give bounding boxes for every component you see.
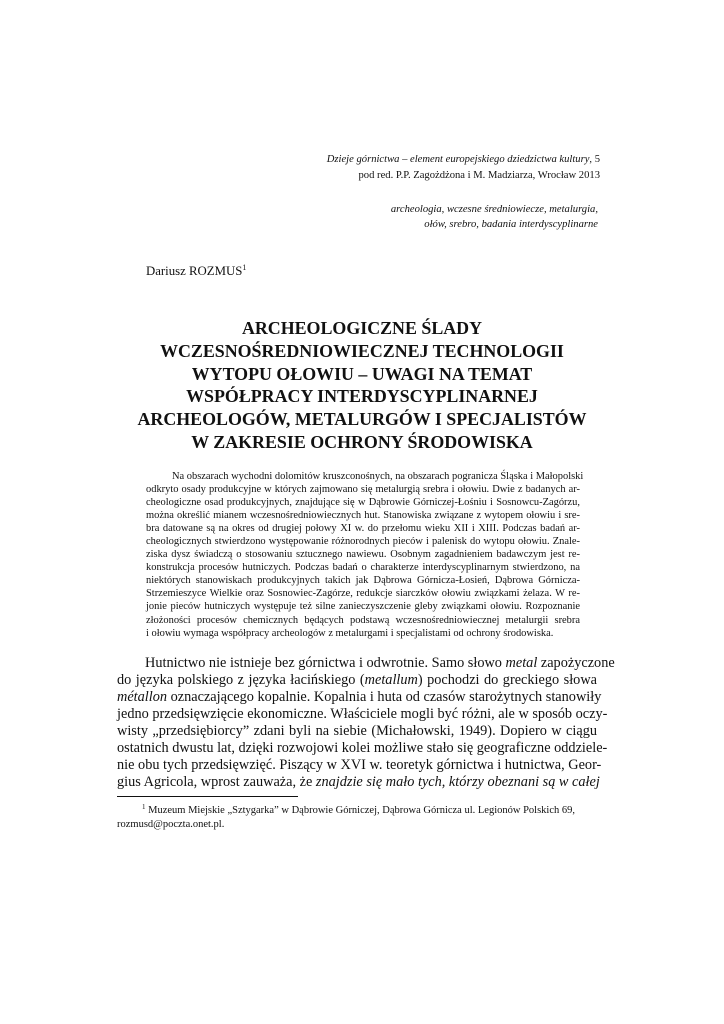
body-text-run: ) pochodzi do greckiego słowa (417, 672, 598, 689)
body-line (117, 655, 615, 672)
title-line: WSPÓŁPRACY INTERDYSCYPLINARNEJ (186, 386, 538, 407)
author-name (146, 263, 246, 279)
abstract-line: złożoności procesów chemicznych będących podstawą wczesnośredniowiecznej metalurgii srebra (146, 614, 580, 626)
series-number: , 5 (589, 154, 600, 165)
footnote-affiliation: Muzeum Miejskie „Sztygarka” w Dąbrowie Górniczej, Dąbrowa Górnicza ul. Legionów Polskich 69, (145, 805, 576, 816)
abstract-line: odkryto osady produkcyjne w których zajmowano się metalurgią srebra i ołowiu. Dwie z badanych ar- (146, 484, 580, 496)
body-line (117, 774, 600, 791)
body-line: jedno przedsięwzięcie ekonomiczne. Właściciele mogli być różni, ale w sposób oczy- (117, 706, 608, 723)
title-line: WCZESNOŚREDNIOWIECZNEJ TECHNOLOGII (160, 340, 564, 361)
body-line (117, 672, 597, 689)
abstract-line: bra datowane są na okres od drugiej połowy XI w. do przełomu wieku XII i XIII. Podczas badań ar- (146, 523, 580, 535)
title-line: W ZAKRESIE OCHRONY ŚRODOWISKA (191, 431, 533, 452)
footnote (117, 800, 601, 832)
abstract-line: niektórych stanowiskach produkcyjnych takich jak Dąbrowa Górnicza-Łosień, Dąbrowa Górnicza- (146, 575, 580, 587)
series-title-line (180, 152, 600, 168)
abstract-line: konstrukcja procesów hutniczych. Podczas badań o charakterze interdyscyplinarnym stwierdzono, na (146, 562, 580, 574)
abstract-line: Na obszarach wychodni dolomitów kruszconośnych, na obszarach pogranicza Śląska i Małopolski (172, 471, 584, 482)
footnote-divider (117, 796, 298, 797)
body-line: nie obu tych przedsięwzięć. Piszący w XVI w. teoretyk górnictwa i hutnictwa, Geor- (117, 757, 602, 774)
series-title: Dzieje górnictwa – element europejskiego dziedzictwa kultury (326, 154, 590, 165)
keywords-line-2: ołów, srebro, badania interdyscyplinarne (424, 218, 598, 230)
body-italic-run: metal (505, 655, 538, 671)
body-line: ostatnich dwustu lat, dzięki rozwojowi kolei możliwe stało się geograficzne oddziele- (117, 740, 608, 757)
footnote-line-1 (117, 800, 601, 818)
body-text-run: oznaczającego kopalnie. Kopalnia i huta od czasów starożytnych stanowiły (167, 689, 602, 706)
title-line: ARCHEOLOGÓW, METALURGÓW I SPECJALISTÓW (137, 409, 587, 430)
abstract-line: cheologicznych stwierdzono występowanie różnorodnych pieców i palenisk do wytopu ołowiu. Znale- (146, 536, 580, 548)
body-text-run: Hutnictwo nie istnieje bez górnictwa i odwrotnie. Samo słowo (145, 655, 506, 671)
series-info (180, 152, 600, 184)
paper-title (110, 317, 614, 454)
body-text-run: zapożyczone (537, 655, 615, 671)
body-text-run: gius Agricola, wprost zauważa, że (117, 774, 316, 791)
author-name-text: Dariusz ROZMUS (146, 264, 243, 278)
abstract-line: Strzemieszyce Wielkie oraz Sosnowiec-Zagórze, redukcje siarczków ołowiu związkami żelaza. W re- (146, 588, 580, 600)
abstract-line: ziska dysz świadczą o stosowaniu sztucznego nawiewu. Osobnym zagadnieniem badawczym jest re- (146, 549, 580, 561)
abstract-line: można określić mianem wczesnośredniowiecznych hut. Stanowiska związane z wytopem ołowiu i sre- (146, 510, 580, 522)
body-italic-run: métallon (117, 689, 168, 706)
abstract-line: cheologiczne osad produkcyjnych, znajdujące się w Dąbrowie Górniczej-Łośniu i Sosnowcu-Zagórzu, (146, 497, 580, 509)
abstract-line: i ołowiu wymaga współpracy archeologów z metalurgami i specjalistami od ochrony środowiska. (146, 627, 554, 639)
title-line: ARCHEOLOGICZNE ŚLADY (241, 318, 483, 338)
footnote-mark: 1 (142, 803, 146, 811)
body-text-run: do języka polskiego z języka łacińskiego ( (117, 672, 365, 689)
body-italic-run: znajdzie się mało tych, którzy obeznani są w całej (315, 774, 600, 791)
body-italic-run: metallum (364, 672, 418, 689)
body-text (117, 655, 615, 791)
editors-line: pod red. P.P. Zagożdżona i M. Madziarza, Wrocław 2013 (358, 170, 600, 181)
body-line (117, 689, 602, 706)
keywords (200, 203, 598, 232)
footnote-email[interactable]: rozmusd@poczta.onet.pl. (117, 819, 225, 830)
keywords-line-1: archeologia, wczesne średniowiecze, metalurgia, (390, 204, 598, 215)
author-footnote-mark[interactable]: 1 (242, 263, 247, 272)
title-line: WYTOPU OŁOWIU – UWAGI NA TEMAT (191, 363, 533, 384)
abstract-line: jonie pieców hutniczych występuje też silne zanieczyszczenie gleby związkami ołowiu. Rozpoznanie (146, 601, 580, 613)
abstract (146, 470, 584, 640)
body-line: wisty „przedsiębiorcy” zdani byli na siebie (Michałowski, 1949). Dopiero w ciągu (117, 723, 597, 740)
